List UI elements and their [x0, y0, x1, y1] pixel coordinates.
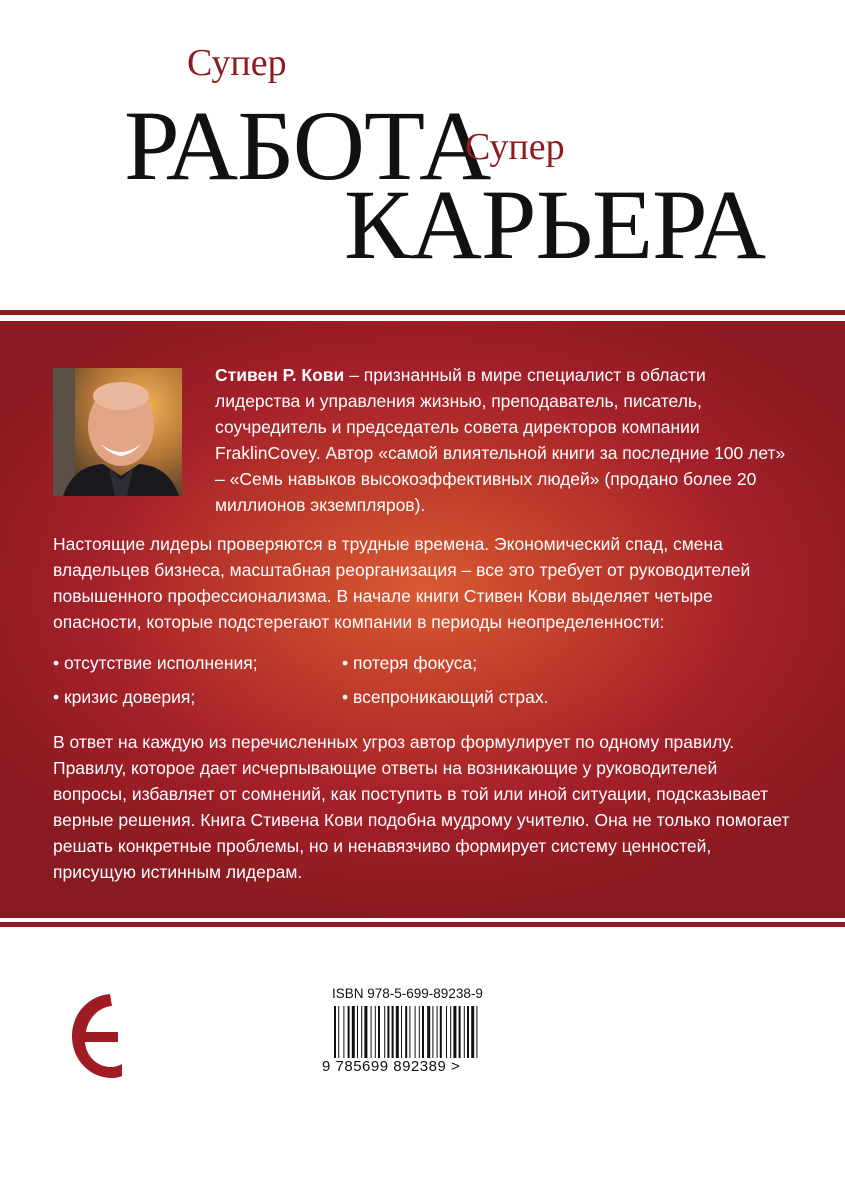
title-super-1: Супер — [187, 42, 287, 84]
author-bio — [215, 362, 795, 518]
title-super-2: Супер — [465, 126, 565, 168]
bullet-item: • кризис доверия; — [53, 687, 196, 707]
bullet-item: • всепроникающий страх. — [342, 687, 549, 707]
barcode-digits: 9 785699 892389 > — [322, 1058, 461, 1075]
description-paragraph-2: В ответ на каждую из перечисленных угроз автор формулирует по одному правилу. Правилу, которое дает исчерпывающие ответы на возникающие у руководителей вопросы, избавляет от сомнений, как поступить в той или иной ситуации, подсказывает верные решения. Книга Стивена Кови подобна мудрому учителю. Она не только помогает решать конкретные проблемы, но и ненавязчиво формирует систему ценностей, присущую истинным лидерам. — [53, 732, 790, 882]
description-paragraph-1: Настоящие лидеры проверяются в трудные времена. Экономический спад, смена владельцев бизнеса, масштабная реорганизация – все это требует от руководителей повышенного профессионализма. В начале книги Стивен Кови выделяет четыре опасности, которые подстерегают компании в периоды неопределенности: — [53, 534, 751, 632]
author-bio-text: – признанный в мире специалист в области лидерства и управления жизнью, преподаватель, писатель, соучредитель и председатель совета директоров компании FraklinCovey. Автор «самой влиятельной книги за последние 100 лет» – «Семь навыков высокоэффективных людей» (продано более 20 миллионов экземпляров). — [215, 365, 786, 515]
author-photo — [53, 368, 182, 496]
title-karera: КАРЬЕРА — [344, 169, 766, 280]
author-name: Стивен Р. Кови — [215, 365, 345, 385]
band-top-line — [0, 310, 845, 315]
publisher-logo-icon — [66, 990, 124, 1082]
isbn-label: ISBN 978-5-699-89238-9 — [332, 986, 483, 1001]
band-bottom-line — [0, 922, 845, 927]
bullet-item: • потеря фокуса; — [342, 653, 478, 673]
title-rabota: РАБОТА — [124, 90, 491, 201]
bullet-item: • отсутствие исполнения; — [53, 653, 258, 673]
